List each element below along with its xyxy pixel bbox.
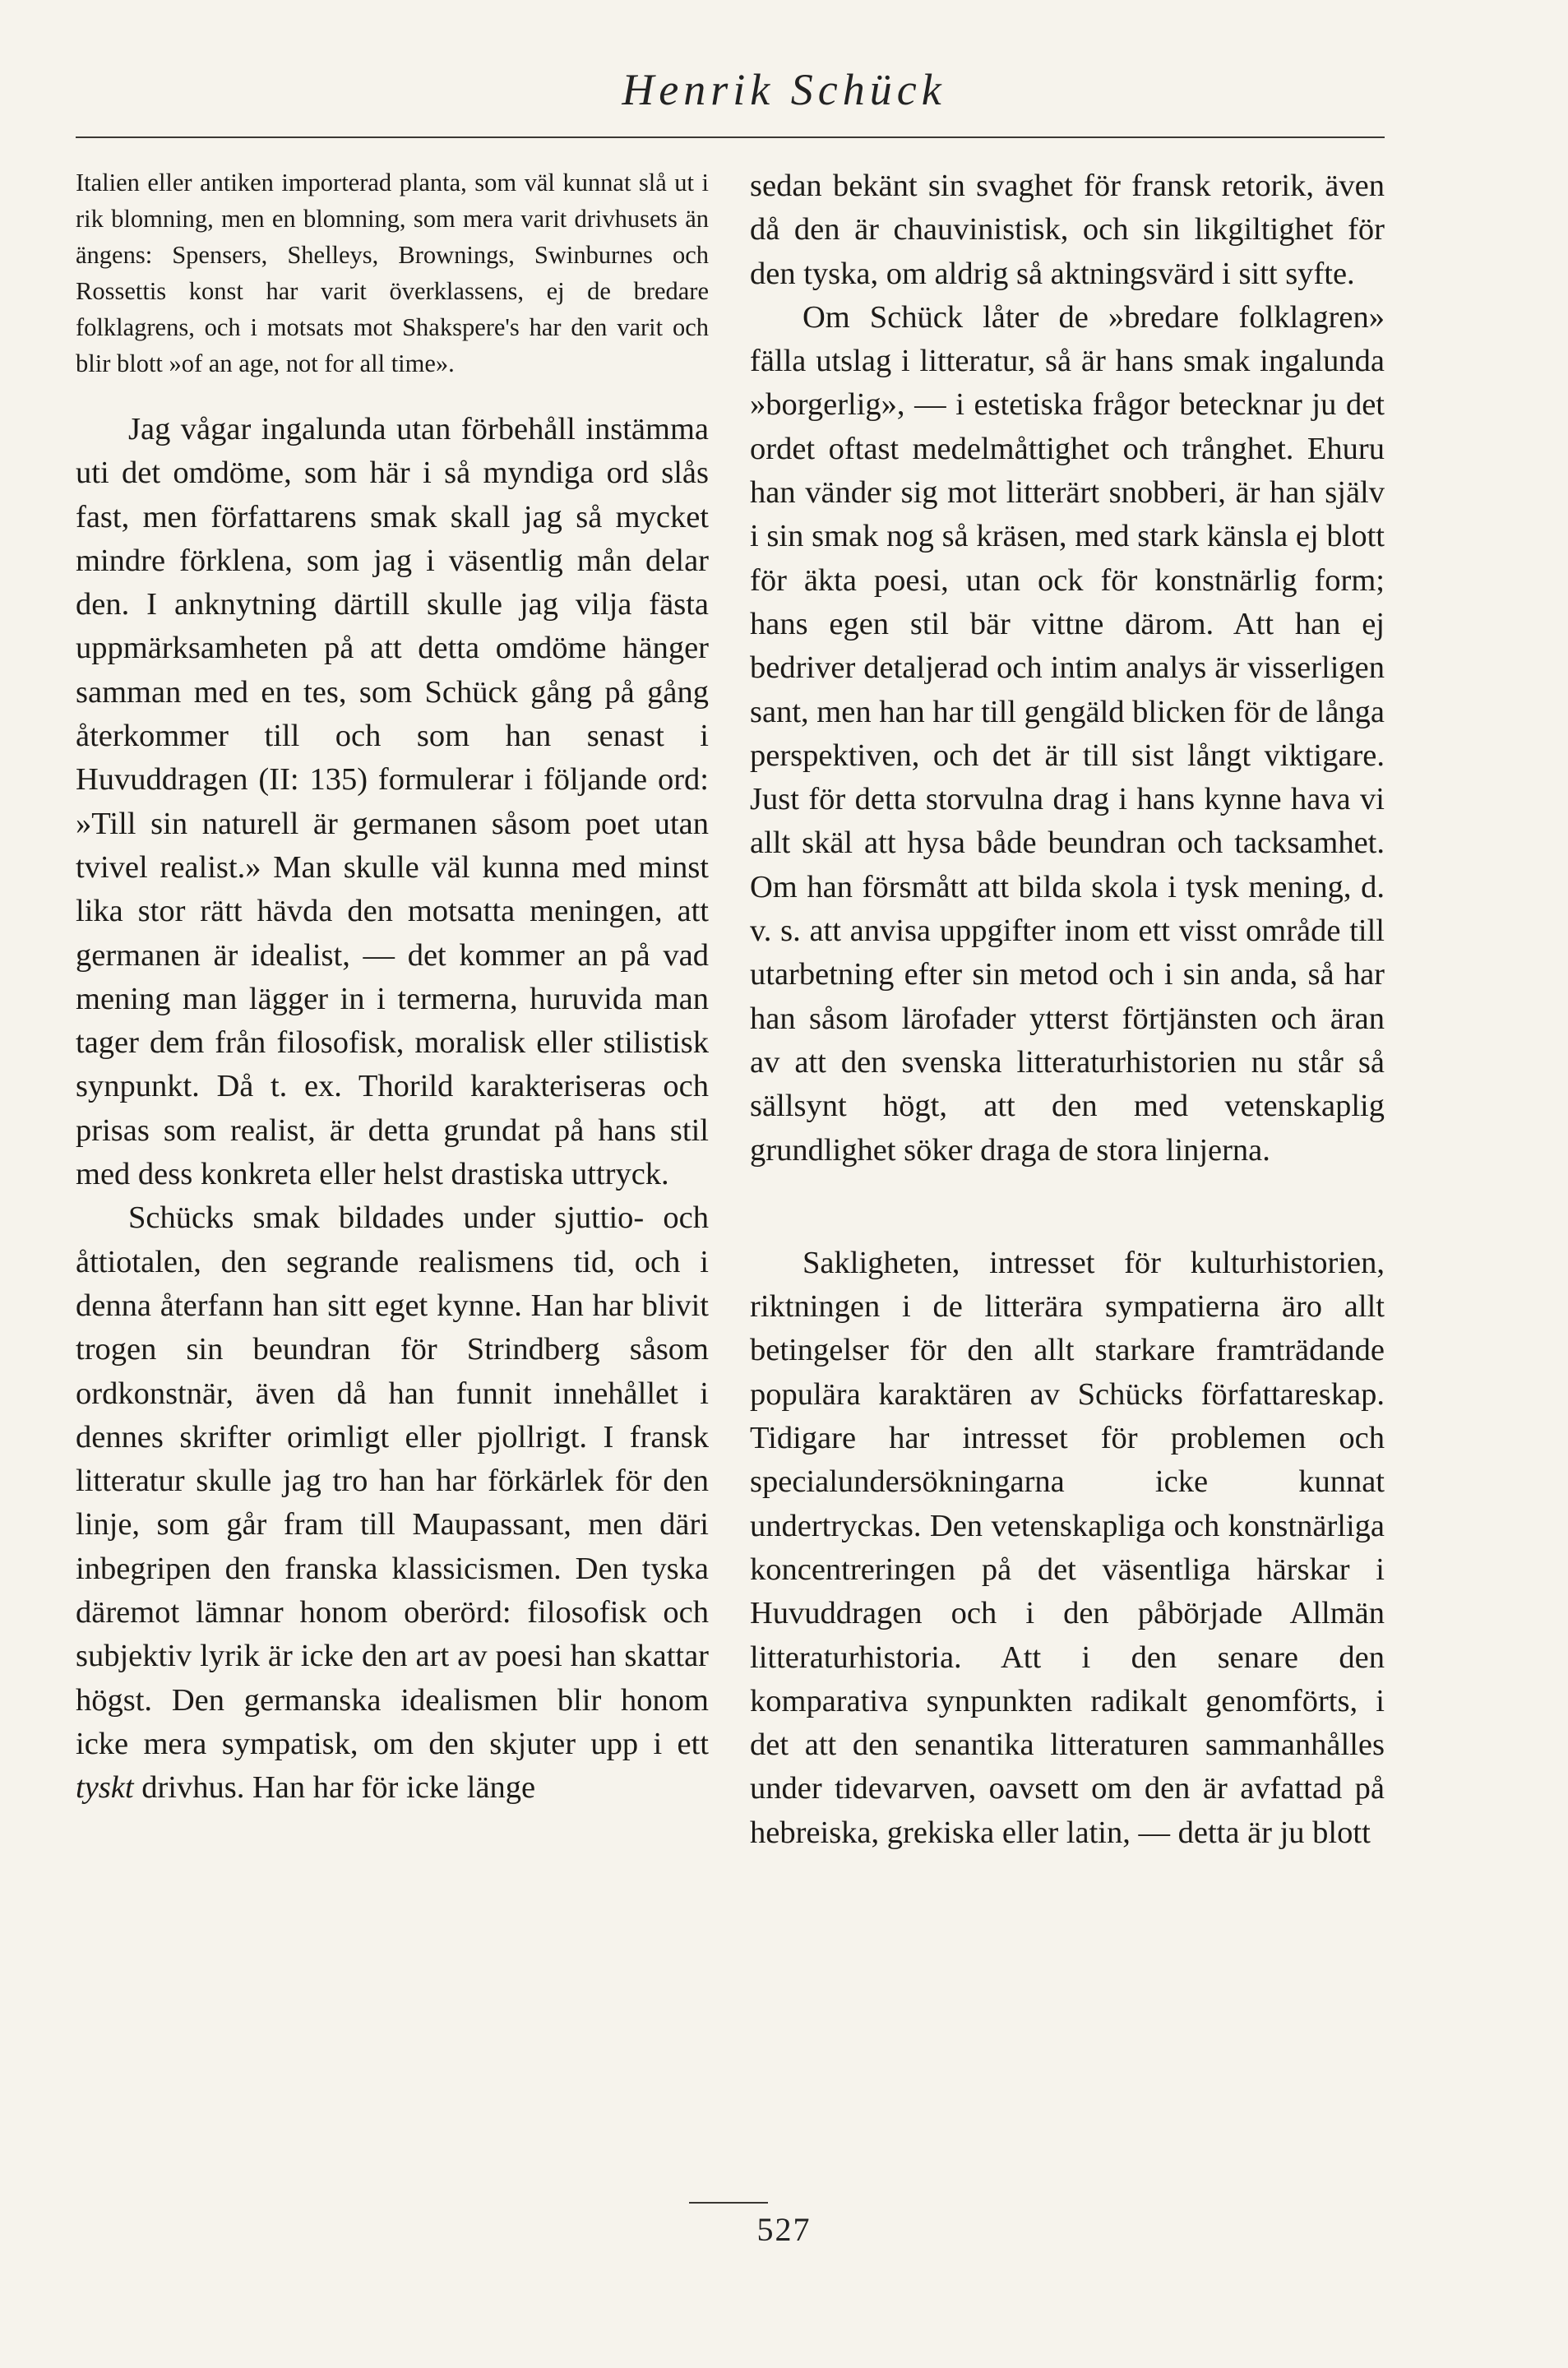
body-paragraph [76, 1196, 709, 1810]
header-rule [76, 136, 1385, 138]
body-paragraph: Om Schück låter de »bredare folklagren» fälla utslag i litteratur, så är hans smak ingalunda »borgerlig», — i estetiska frågor betecknar ju det ordet oftast medelmåttighet och trånghet. Ehuru han vänder sig mot litterärt snobberi, är han själv i sin smak nog så kräsen, med stark känsla ej blott för äkta poesi, utan ock för konstnärlig form; hans egen stil bär vittne därom. Att han ej bedriver detaljerad och intim analys är visserligen sant, men han har till gengäld blicken för de långa perspektiven, och det är till sist långt viktigare. Just för detta storvulna drag i hans kynne hava vi allt skäl att hysa både beundran och tacksamhet. Om han försmått att bilda skola i tysk mening, d. v. s. att anvisa uppgifter inom ett visst område till utarbetning efter sin metod och i sin anda, så har han såsom lärofader ytterst förtjänsten och äran av att den svenska litteraturhistorien nu står så sällsynt högt, att den med vetenskaplig grundlighet söker draga de stora linjerna. [750, 299, 1385, 1168]
running-head: Henrik Schück [622, 65, 946, 114]
body-paragraph: Sakligheten, intresset för kulturhistorien, riktningen i de litterära sympatierna äro allt betingelser för den allt starkare framträdande populära karaktären av Schücks författareskap. Tidigare har intresset för problemen och specialundersökningarna icke kunnat undertryckas. Den vetenskapliga och konstnärliga koncentreringen på det väsentliga härskar i Huvuddragen och i den påbörjade Allmän litteraturhistoria. Att i den senare den komparativa synpunkten radikalt genomförts, i det att den senantika litteraturen sammanhålles under tidevarven, oavsett om den är avfattad på hebreiska, grekiska eller latin, — detta är ju blott [750, 1245, 1385, 1850]
body-paragraph: Jag vågar ingalunda utan förbehåll instämma uti det omdöme, som här i så myndiga ord slås fast, men författarens smak skall jag så mycket mindre förklena, som jag i väsentlig mån delar den. I anknytning därtill skulle jag vilja fästa uppmärksamheten på att detta omdöme hänger samman med en tes, som Schück gång på gång återkommer till och som han senast i Huvuddragen (II: 135) formulerar i följande ord: »Till sin naturell är germanen såsom poet utan tvivel realist.» Man skulle väl kunna med minst lika stor rätt hävda den motsatta meningen, att germanen är idealist, — det kommer an på vad mening man lägger in i termerna, huruvida man tager dem från filosofisk, moralisk eller stilistisk synpunkt. Då t. ex. Thorild karakteriseras och prisas som realist, är detta grundat på hans stil med dess konkreta eller helst drastiska uttryck. [76, 412, 709, 1192]
page-number: 527 [756, 2211, 812, 2248]
body-paragraph-continued: sedan bekänt sin svaghet för fransk retorik, även då den är chauvinistisk, och sin likgiltighet för den tyska, om aldrig så aktningsvärd i sitt syfte. [750, 169, 1385, 291]
paragraph-text: drivhus. Han har för icke länge [141, 1770, 536, 1806]
italic-emphasis: tyskt [76, 1770, 134, 1806]
folio-rule [689, 2202, 768, 2204]
right-column [750, 164, 1385, 1855]
paragraph-text: Schücks smak bildades under sjuttio- och åttiotalen, den segrande realismens tid, och i denna återfann han sitt eget kynne. Han har blivit trogen sin beundran för Strindberg såsom ordkonstnär, även då han funnit innehållet i dennes skrifter orimligt eller pjollrigt. I fransk litteratur skulle jag tro han har förkärlek för den linje, som går fram till Maupassant, men däri inbegripen den franska klassicismen. Den tyska däremot lämnar honom oberörd: filosofisk och subjektiv lyrik är icke den art av poesi han skattar högst. Den germanska idealismen blir honom icke mera sympatisk, om den skjuter upp i ett [76, 1200, 709, 1761]
left-column [76, 164, 709, 1811]
quotation-paragraph: Italien eller antiken importerad planta, som väl kunnat slå ut i rik blomning, men en blomning, som mera varit drivhusets än ängens: Spensers, Shelleys, Brownings, Swinburnes och Rossettis konst har varit överklassens, ej de bredare folklagrens, och i motsats mot Shakspere's har den varit och blir blott »of an age, not for all time». [76, 169, 709, 377]
